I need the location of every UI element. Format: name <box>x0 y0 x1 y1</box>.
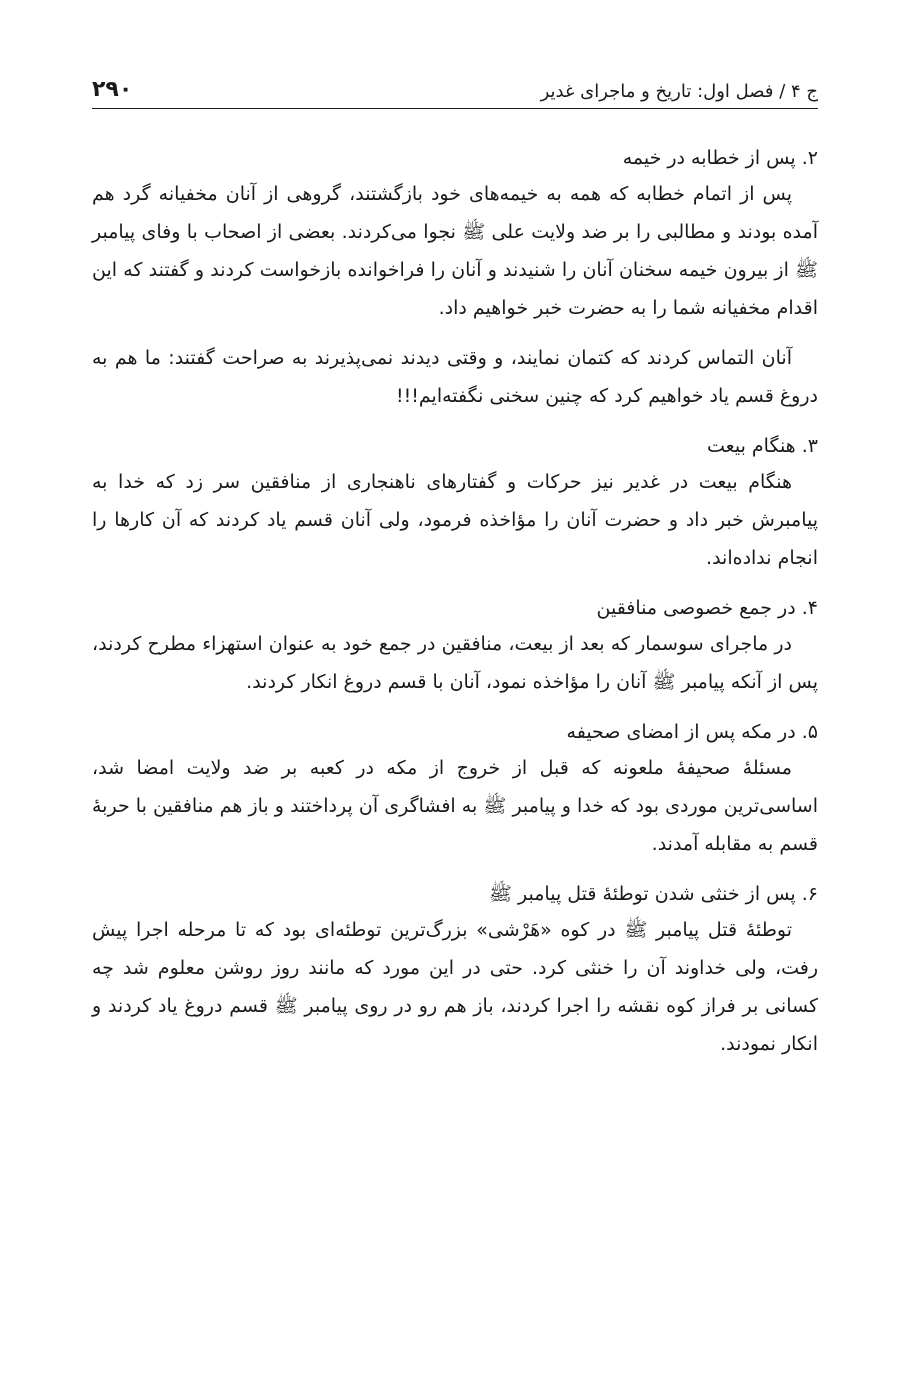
running-header <box>92 62 818 109</box>
section-mecca-after-signing <box>92 715 818 863</box>
paragraph: هنگام بیعت در غدیر نیز حرکات و گفتارهای ناهنجاری از منافقین سر زد که خدا به پیامبرش خبر داد و حضرت آنان را مؤاخذه فرمود، ولی آنان قسم یاد کردند که آن کارها را انجام نداده‌اند. <box>92 471 818 569</box>
paragraph: آنان التماس کردند که کتمان نمایند، و وقتی دیدند نمی‌پذیرند به صراحت گفتند: ما هم به دروغ قسم یاد خواهیم کرد که چنین سخنی نگفته‌ایم!!! <box>92 347 818 407</box>
section-time-of-allegiance <box>92 429 818 577</box>
section-heading: ۵. در مکه پس از امضای صحیفه <box>566 721 818 743</box>
paragraph: پس از اتمام خطابه که همه به خیمه‌های خود بازگشتند، گروهی از آنان مخفیانه گرد هم آمده بودند و مطالبی را بر ضد ولایت علی ﷺ نجوا می‌کردند. بعضی از اصحاب با وفای پیامبر ﷺ از بیرون خیمه سخنان آنان را شنیدند و آنان را فراخوانده بازخواست کردند و گفتند که این اقدام مخفیانه شما را به حضرت خبر خواهیم داد. <box>92 183 818 319</box>
section-private-gathering <box>92 591 818 701</box>
page-number: ۲۹۰ <box>92 77 133 102</box>
section-heading: ۲. پس از خطابه در خیمه <box>622 147 818 169</box>
section-after-sermon-in-tent <box>92 141 818 415</box>
section-heading: ۶. پس از خنثی شدن توطئهٔ قتل پیامبر ﷺ <box>489 883 818 905</box>
paragraph: در ماجرای سوسمار که بعد از بیعت، منافقین در جمع خود به عنوان استهزاء مطرح کردند، پس از آنکه پیامبر ﷺ آنان را مؤاخذه نمود، آنان با قسم دروغ انکار کردند. <box>92 633 818 693</box>
paragraph: مسئلهٔ صحیفهٔ ملعونه که قبل از خروج از مکه در کعبه بر ضد ولایت امضا شد، اساسی‌ترین موردی بود که خدا و پیامبر ﷺ به افشاگری آن پرداختند و باز هم منافقین با حربهٔ قسم به مقابله آمدند. <box>92 757 818 855</box>
running-title: ج ۴ / فصل اول: تاریخ و ماجرای غدیر <box>540 81 818 102</box>
book-page <box>92 62 818 1077</box>
page-content <box>92 141 818 1063</box>
section-after-foiled-plot <box>92 877 818 1063</box>
paragraph: توطئهٔ قتل پیامبر ﷺ در کوه «هَرْشی» بزرگ‌ترین توطئه‌ای بود که تا مرحله اجرا پیش رفت، ولی خداوند آن را خنثی کرد. حتی در این مورد که مانند روز روشن معلوم شد چه کسانی بر فراز کوه نقشه را اجرا کردند، باز هم رو در روی پیامبر ﷺ قسم دروغ یاد کردند و انکار نمودند. <box>92 919 818 1055</box>
section-heading: ۴. در جمع خصوصی منافقین <box>596 597 818 619</box>
section-heading: ۳. هنگام بیعت <box>707 435 818 457</box>
